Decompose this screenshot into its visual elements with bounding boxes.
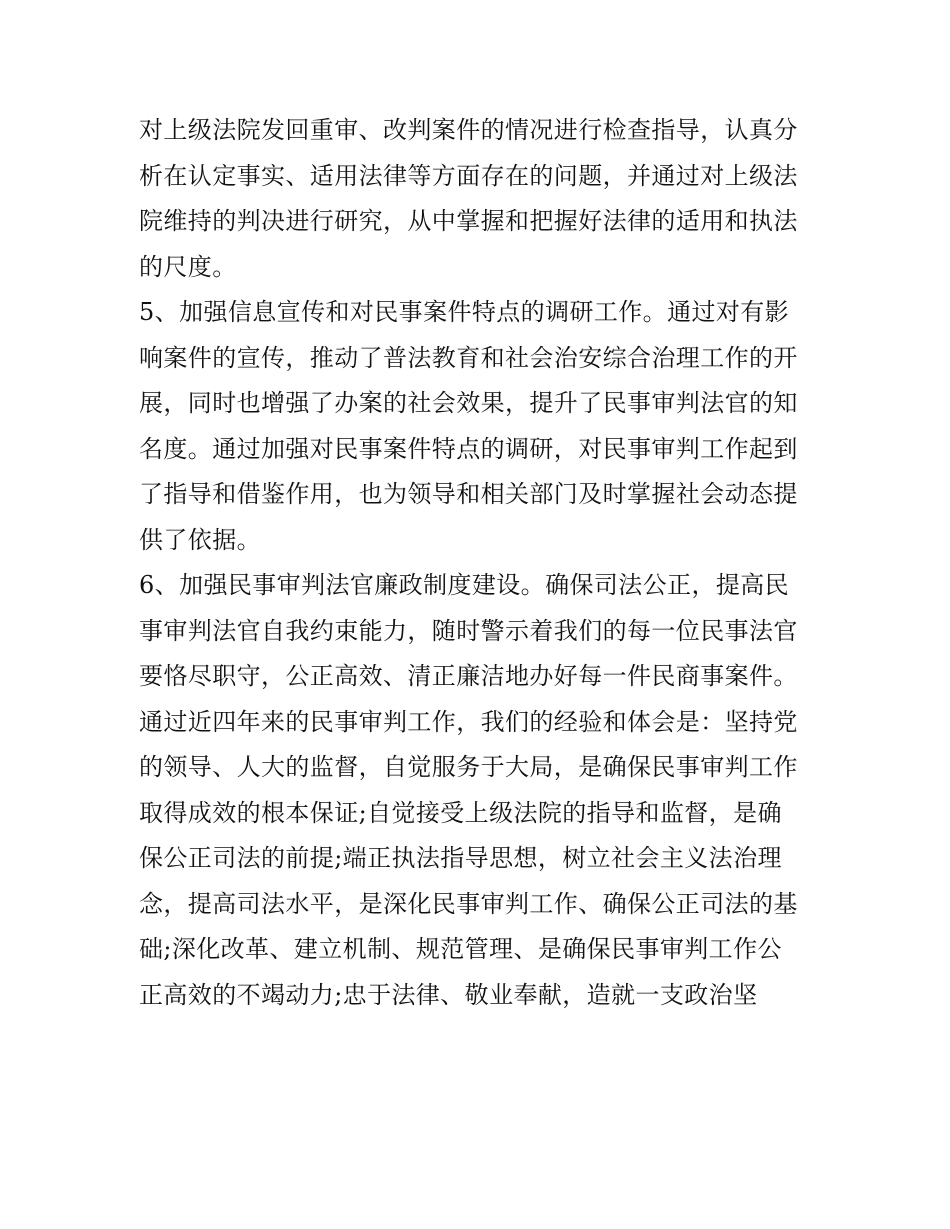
text-line: 正高效的不竭动力;忠于法律、敬业奉献，造就一支政治坚 [139,980,758,1009]
text-line: 保公正司法的前提;端正执法指导思想，树立社会主义法治理 [139,844,782,872]
text-line: 展，同时也增强了办案的社会效果，提升了民事审判法官的知 [139,389,798,417]
text-line: 念，提高司法水平，是深化民事审判工作、确保公正司法的基 [139,889,798,918]
text-line: 的尺度。 [139,252,237,281]
text-line: 6、加强民事审判法官廉政制度建设。确保司法公正，提高民 [139,571,790,599]
text-line: 要恪尽职守，公正高效、清正廉洁地办好每一件民商事案件。 [139,662,798,690]
text-line: 对上级法院发回重审、改判案件的情况进行检查指导，认真分 [139,116,798,144]
text-line: 础;深化改革、建立机制、规范管理、是确保民事审判工作公 [139,935,782,963]
text-line: 院维持的判决进行研究，从中掌握和把握好法律的适用和执法 [139,207,798,235]
text-line: 析在认定事实、适用法律等方面存在的问题，并通过对上级法 [139,161,798,190]
text-line: 响案件的宣传，推动了普法教育和社会治安综合治理工作的开 [139,343,798,372]
text-line: 取得成效的根本保证;自觉接受上级法院的指导和监督，是确 [139,798,782,827]
text-line: 供了依据。 [139,525,261,554]
document-body [139,108,819,1018]
text-line: 名度。通过加强对民事案件特点的调研，对民事审判工作起到 [139,434,798,463]
text-line: 事审判法官自我约束能力，随时警示着我们的每一位民事法官 [139,616,798,645]
text-line: 通过近四年来的民事审判工作，我们的经验和体会是：坚持党 [139,707,798,736]
text-line: 了指导和借鉴作用，也为领导和相关部门及时掌握社会动态提 [139,480,798,508]
text-line: 的领导、人大的监督，自觉服务于大局，是确保民事审判工作 [139,753,798,781]
text-line: 5、加强信息宣传和对民事案件特点的调研工作。通过对有影 [139,298,790,326]
